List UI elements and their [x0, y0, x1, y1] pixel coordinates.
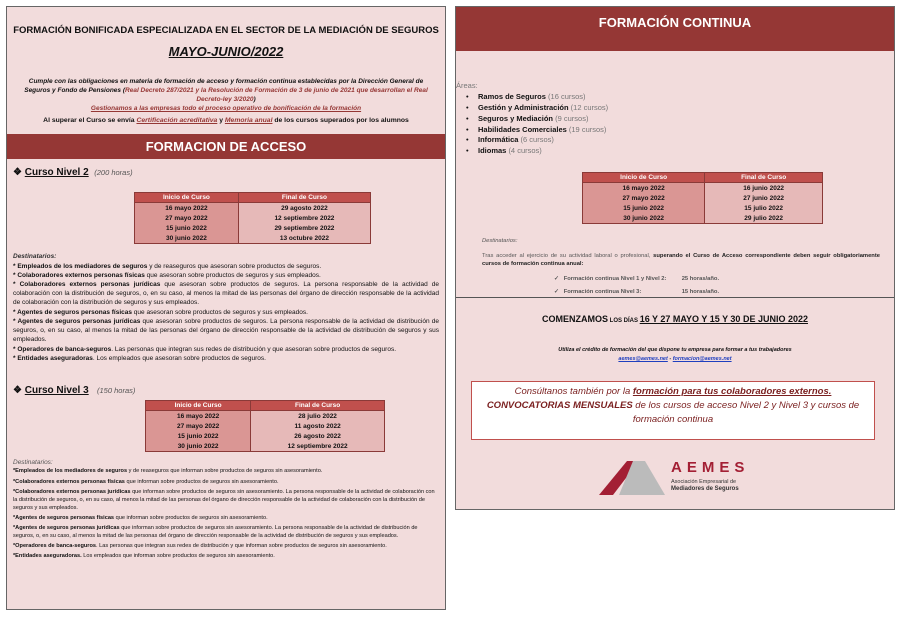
area-count: (9 cursos) — [555, 113, 589, 123]
period-title: MAYO-JUNIO/2022 — [168, 44, 284, 59]
recipient-type: * Empleados de los mediadores de seguros — [13, 262, 148, 270]
column-header: Inicio de Curso — [583, 173, 705, 183]
table-row — [583, 203, 823, 213]
table-row — [135, 233, 371, 244]
diamond-icon: ❖ — [13, 167, 22, 179]
end-date: 29 julio 2022 — [705, 213, 823, 224]
promo-convocatorias: CONVOCATORIAS MENSUALES — [486, 399, 633, 411]
recipient-desc: que asesoran sobre productos de seguros. La persona responsable de la actividad de distribución de seguros, o, en su caso, al menos la mitad de las personas del órgano de dirección responsable de la actividad de distribución de seguros y sus empleados. — [13, 317, 439, 344]
recipient-item — [13, 262, 439, 271]
start-date: 15 junio 2022 — [583, 203, 705, 213]
dates-table-nivel-3 — [145, 400, 385, 452]
recipient-desc: que informan sobre productos de seguros sin asesoramiento. — [124, 478, 279, 485]
check-item — [554, 275, 880, 284]
diamond-icon: ❖ — [13, 385, 22, 396]
recipient-desc: que informan sobre productos de seguros sin asesoramiento. La persona responsable de la actividad de distribución de seguros, o, en su caso, al menos la mitad de las personas del órgano de dirección responsable de la actividad de distribución de seguros y sus empleados. — [13, 525, 418, 540]
start-b: LOS DÍAS — [608, 318, 640, 324]
recipient-type: * Agentes de seguros personas físicas — [13, 308, 132, 316]
column-header: Inicio de Curso — [146, 401, 251, 411]
recipient-type: * Entidades aseguradoras — [13, 354, 93, 362]
area-item — [466, 125, 894, 136]
area-count: (12 cursos) — [570, 102, 609, 112]
continuous-training-panel — [455, 6, 895, 510]
recipient-item — [13, 488, 439, 512]
area-item — [466, 135, 894, 146]
check-label: Formación continua Nivel 1 y Nivel 2: — [563, 276, 667, 283]
email-link-aemes[interactable]: aemes@aemes.net — [618, 356, 668, 362]
recipient-item — [13, 524, 439, 540]
memoria-link[interactable]: Memoria anual — [224, 117, 273, 125]
start-a: COMENZAMOS — [542, 314, 609, 324]
promo-box — [471, 381, 875, 440]
recipients-nivel-2 — [13, 252, 439, 363]
area-item — [466, 103, 894, 114]
recipient-desc: que informan sobre productos de seguros sin asesoramiento. La persona responsable de la actividad de colaboración con la distribución de seguros, o, en su caso, al menos la mitad de las personas del órgano de dirección responsable de la actividad de colaboración con la distribución de seguros y sus empleados. — [13, 488, 435, 511]
start-date: 30 junio 2022 — [583, 213, 705, 224]
area-item — [466, 92, 894, 103]
recipient-type: * Colaboradores externos personas jurídicas — [13, 281, 161, 289]
dest-a: Tras acceder al ejercicio de su actividad laboral o profesional, — [482, 252, 654, 259]
course-name: Curso Nivel 3 — [24, 385, 89, 396]
cert-link[interactable]: Certificación acreditativa — [136, 117, 218, 125]
cert-b: de los cursos superados por los alumnos — [272, 117, 409, 125]
aemes-logo-icon — [599, 459, 669, 497]
start-date: 15 junio 2022 — [146, 431, 251, 441]
recipient-type: *Empleados de los mediadores de seguros — [13, 468, 128, 475]
recipient-desc: . Las personas que integran sus redes de distribución y que informan sobre productos de seguros sin asesoramiento. — [96, 543, 387, 550]
area-count: (16 cursos) — [548, 91, 586, 101]
course-hours: (150 horas) — [97, 386, 136, 395]
recipient-type: *Colaboradores externos personas jurídicas — [13, 488, 131, 495]
promo-a: Consúltanos también por la — [514, 386, 633, 397]
recipient-desc: que asesoran sobre productos de seguros y sus empleados. — [131, 308, 308, 316]
table-row — [135, 203, 371, 214]
area-count: (6 cursos) — [520, 135, 554, 145]
recipient-desc: y de reaseguros que asesoran sobre productos de seguros. — [147, 262, 322, 270]
area-count: (4 cursos) — [508, 146, 542, 156]
start-date: 27 mayo 2022 — [146, 421, 251, 431]
divider — [456, 297, 894, 298]
area-name: Informática — [478, 135, 519, 145]
recipient-item — [13, 280, 439, 308]
column-header: Inicio de Curso — [135, 193, 239, 203]
check-hours: 15 horas/año. — [681, 288, 720, 295]
table-header — [583, 173, 823, 183]
table-row — [146, 421, 385, 431]
recipients-label: Destinatarios: — [482, 238, 518, 244]
area-name: Seguros y Mediación — [478, 113, 554, 123]
recipients-label: Destinatarios: — [13, 459, 53, 466]
recipient-type: * Agentes de seguros personas jurídicas — [13, 317, 141, 325]
recipient-type: *Agentes de seguros personas físicas — [13, 514, 115, 521]
promo-d: de los cursos de acceso Nivel 2 y Nivel 3 y cursos de formación continua — [632, 399, 860, 425]
logo-line1: Asociación Empresarial de — [671, 479, 737, 485]
recipients-label: Destinatarios: — [13, 253, 57, 261]
dest-b: superando el Curso de Acceso correspondiente deben seguir obligatoriamente cursos de formación continua anual: — [482, 252, 880, 268]
recipients-continua — [482, 237, 880, 296]
intro-decree: Real Decreto 287/2021 y la Resolución de Formación de 3 de junio de 2021 que desarrollan el Real Decreto-ley 3/2020 — [125, 87, 428, 104]
table-row — [135, 213, 371, 223]
start-date: 27 mayo 2022 — [135, 213, 239, 223]
intro-a: Cumple con las obligaciones en materia de formación de acceso y formación continua establecidas por la Dirección General de Seguros y Fondo de Pensiones ( — [24, 78, 424, 95]
area-name: Ramos de Seguros — [478, 91, 546, 101]
recipient-desc: que informan sobre productos de seguros sin asesoramiento. — [114, 514, 268, 521]
start-date: 30 junio 2022 — [135, 233, 239, 244]
table-row — [146, 441, 385, 452]
check-item — [554, 288, 880, 297]
main-title: FORMACIÓN BONIFICADA ESPECIALIZADA EN EL SECTOR DE LA MEDIACIÓN DE SEGUROS — [13, 25, 439, 36]
table-row — [583, 213, 823, 224]
start-date: 30 junio 2022 — [146, 441, 251, 452]
certificate-text — [7, 117, 445, 124]
email-sep: - — [667, 356, 673, 362]
course-nivel-2 — [13, 167, 445, 178]
section-header-acceso: FORMACION DE ACCESO — [7, 134, 445, 159]
table-header — [146, 401, 385, 411]
recipient-item — [13, 345, 439, 354]
recipient-item — [13, 308, 439, 317]
check-icon: ✓ — [554, 276, 559, 283]
check-hours: 25 horas/año. — [681, 276, 720, 283]
recipient-type: *Colaboradores externos personas físicas — [13, 478, 125, 485]
area-item — [466, 114, 894, 125]
area-count: (19 cursos) — [568, 124, 607, 134]
section-header-continua: FORMACIÓN CONTINUA — [456, 7, 894, 51]
end-date: 15 julio 2022 — [705, 203, 823, 213]
recipient-desc: y de reaseguros que informan sobre productos de seguros sin asesoramiento. — [127, 468, 323, 475]
end-date: 12 septiembre 2022 — [251, 441, 385, 452]
start-date: 27 mayo 2022 — [583, 193, 705, 203]
recipient-desc: . Los empleados que asesoran sobre productos de seguros. — [92, 354, 266, 362]
access-training-panel — [6, 6, 446, 610]
table-row — [146, 431, 385, 441]
start-date: 16 mayo 2022 — [583, 183, 705, 194]
intro-b: ) — [253, 96, 256, 104]
end-date: 12 septiembre 2022 — [238, 213, 370, 223]
end-date: 16 junio 2022 — [705, 183, 823, 194]
end-date: 26 agosto 2022 — [251, 431, 385, 441]
table-header — [135, 193, 371, 203]
column-header: Final de Curso — [705, 173, 823, 183]
start-date: 16 mayo 2022 — [146, 411, 251, 422]
recipient-item — [13, 317, 439, 345]
cert-a: Al superar el Curso se envía — [43, 117, 137, 125]
start-dates — [456, 314, 894, 324]
start-date: 16 mayo 2022 — [135, 203, 239, 214]
recipient-desc: que asesoran sobre productos de seguros y sus empleados. — [144, 271, 321, 279]
recipient-item — [13, 552, 439, 560]
areas-list — [456, 81, 894, 157]
area-name: Gestión y Administración — [478, 102, 569, 112]
table-row — [583, 193, 823, 203]
recipient-item — [13, 514, 439, 522]
recipient-item — [13, 478, 439, 486]
check-label: Formación continua Nivel 3: — [563, 288, 642, 295]
course-name: Curso Nivel 2 — [24, 167, 89, 179]
recipient-desc: . Las personas que integran sus redes de distribución y que asesoran sobre productos de seguros. — [111, 345, 396, 353]
column-header: Final de Curso — [238, 193, 370, 203]
credit-text — [456, 347, 894, 362]
end-date: 28 julio 2022 — [251, 411, 385, 422]
dates-table-continua — [582, 172, 823, 224]
column-header: Final de Curso — [251, 401, 385, 411]
areas-label: Áreas: — [456, 81, 478, 90]
table-row — [146, 411, 385, 422]
recipient-desc: que asesoran sobre productos de seguros. La persona responsable de la actividad de colaboración con la distribución de seguros, o, en su caso, al menos la mitad de las personas del órgano de dirección responsable de la actividad de colaboración con la distribución de seguros y sus empleados. — [13, 281, 439, 307]
recipient-type: *Operadores de banca-seguros — [13, 543, 97, 550]
aemes-logo — [599, 459, 759, 499]
recipient-item — [13, 271, 439, 280]
end-date: 29 agosto 2022 — [238, 203, 370, 214]
logo-line2: Mediadores de Seguros — [671, 486, 739, 492]
course-nivel-3 — [13, 385, 445, 396]
end-date: 29 septiembre 2022 — [238, 223, 370, 233]
recipient-desc: Los empleados que informan sobre productos de seguros sin asesoramiento. — [81, 553, 275, 560]
intro-text — [21, 77, 431, 113]
end-date: 27 junio 2022 — [705, 193, 823, 203]
area-item — [466, 146, 894, 157]
recipient-type: *Entidades aseguradoras. — [13, 553, 82, 560]
start-c: 16 Y 27 MAYO Y 15 Y 30 DE JUNIO 2022 — [639, 314, 808, 324]
promo-link[interactable]: formación para tus colaboradores externos. — [632, 386, 832, 397]
course-hours: (200 horas) — [94, 168, 133, 178]
table-row — [583, 183, 823, 194]
area-name: Habilidades Comerciales — [478, 124, 567, 134]
recipient-item — [13, 542, 439, 550]
email-link-formacion[interactable]: formacion@aemes.net — [672, 356, 732, 362]
check-icon: ✓ — [554, 288, 559, 295]
recipient-type: *Agentes de seguros personas jurídicas — [13, 525, 120, 532]
end-date: 11 agosto 2022 — [251, 421, 385, 431]
logo-name: AEMES — [671, 459, 750, 476]
recipient-type: * Colaboradores externos personas físicas — [13, 271, 145, 279]
recipient-type: * Operadores de banca-seguros — [13, 345, 112, 353]
recipients-nivel-3 — [13, 458, 439, 561]
credit-line: Utiliza el crédito de formación del que dispone tu empresa para formar a tus trabajadores — [558, 347, 792, 353]
dates-table-nivel-2 — [134, 192, 371, 244]
recipient-item — [13, 467, 439, 475]
start-date: 15 junio 2022 — [135, 223, 239, 233]
cert-y: y — [217, 117, 225, 125]
table-row — [135, 223, 371, 233]
area-name: Idiomas — [478, 146, 507, 156]
recipient-item — [13, 354, 439, 363]
gestion-link[interactable]: Gestionamos a las empresas todo el proceso operativo de bonificación de la formación — [90, 105, 362, 113]
end-date: 13 octubre 2022 — [238, 233, 370, 244]
